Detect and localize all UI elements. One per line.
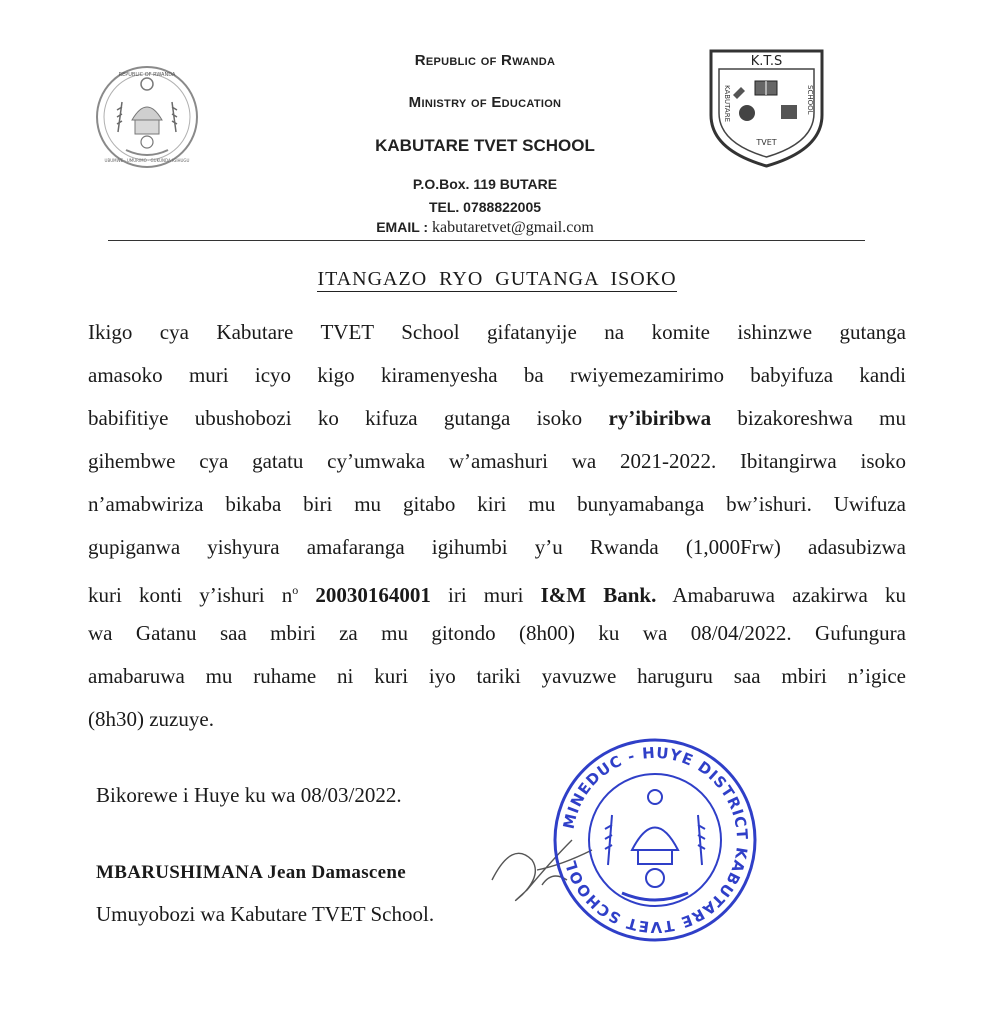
- body-line-7-part-a: kuri konti y’ishuri n: [88, 583, 293, 607]
- stamp-ring-text: MINEDUC - HUYE DISTRICT KABUTARE TVET SCHOOL: [559, 743, 752, 937]
- header-school-name: KABUTARE TVET SCHOOL: [375, 136, 595, 155]
- badge-top-text: K.T.S: [750, 54, 783, 69]
- body-line-4: gihembwe cya gatatu cy’umwaka w’amashuri wa 2021-2022. Ibitangirwa isoko: [88, 449, 906, 473]
- header-telephone: TEL. 0788822005: [428, 199, 542, 215]
- svg-text:UBUMWE · UMURIMO · GUKUNDA IGI: UBUMWE · UMURIMO · GUKUNDA IGIHUGU: [104, 158, 190, 163]
- place-and-date: Bikorewe i Huye ku wa 08/03/2022.: [96, 783, 402, 807]
- header-republic: Republic of Rwanda: [414, 52, 556, 69]
- body-line-7: [88, 576, 906, 609]
- body-line-9: amabaruwa mu ruhame ni kuri iyo tariki yavuzwe haruguru saa mbiri n’igice: [88, 664, 906, 688]
- body-line-3-part-c: bizakoreshwa mu: [711, 406, 906, 430]
- email-value: kabutaretvet@gmail.com: [431, 219, 594, 236]
- body-line-2: amasoko muri icyo kigo kiramenyesha ba rwiyemezamirimo babyifuza kandi: [88, 363, 906, 387]
- school-official-stamp: [550, 735, 760, 945]
- badge-bottom-text: TVET: [756, 138, 777, 147]
- announcement-title: [0, 268, 994, 291]
- body-line-8: wa Gatanu saa mbiri za mu gitondo (8h00) ku wa 08/04/2022. Gufungura: [88, 621, 906, 645]
- header-email: [270, 219, 700, 237]
- body-line-7-part-c: iri muri: [430, 583, 541, 607]
- number-superscript: o: [292, 583, 299, 597]
- body-line-3-part-a: babifitiye ubushobozi ko kifuza gutanga isoko: [88, 406, 609, 430]
- header-divider: [108, 240, 865, 241]
- bank-name: I&M Bank.: [540, 583, 657, 607]
- body-line-1: Ikigo cya Kabutare TVET School gifatanyije na komite ishinzwe gutanga: [88, 320, 906, 344]
- email-label: EMAIL :: [376, 219, 432, 235]
- body-line-5: n’amabwiriza bikaba biri mu gitabo kiri mu bunyamabanga bw’ishuri. Uwifuza: [88, 492, 906, 516]
- badge-left-text: KABUTARE: [723, 85, 731, 122]
- body-line-7-part-e: Amabaruwa azakirwa ku: [656, 583, 907, 607]
- account-number: 20030164001: [298, 583, 431, 607]
- header-po-box: P.O.Box. 119 BUTARE: [412, 176, 558, 192]
- body-line-3-bold: ry’ibiribwa: [608, 406, 712, 430]
- kts-school-badge-logo: [705, 45, 828, 170]
- header-ministry: Ministry of Education: [408, 94, 562, 111]
- badge-right-text: SCHOOL: [806, 85, 814, 115]
- svg-text:REPUBLIC OF RWANDA: REPUBLIC OF RWANDA: [118, 72, 176, 78]
- body-line-10: (8h30) zuzuye.: [88, 707, 214, 731]
- rwanda-coat-of-arms-logo: [92, 62, 202, 172]
- announcement-title-text: ITANGAZO RYO GUTANGA ISOKO: [317, 268, 677, 290]
- body-line-6: gupiganwa yishyura amafaranga igihumbi y’u Rwanda (1,000Frw) adasubizwa: [88, 535, 906, 559]
- body-line-3: [88, 404, 906, 432]
- signer-role: Umuyobozi wa Kabutare TVET School.: [96, 902, 435, 926]
- signer-name: MBARUSHIMANA Jean Damascene: [96, 862, 406, 883]
